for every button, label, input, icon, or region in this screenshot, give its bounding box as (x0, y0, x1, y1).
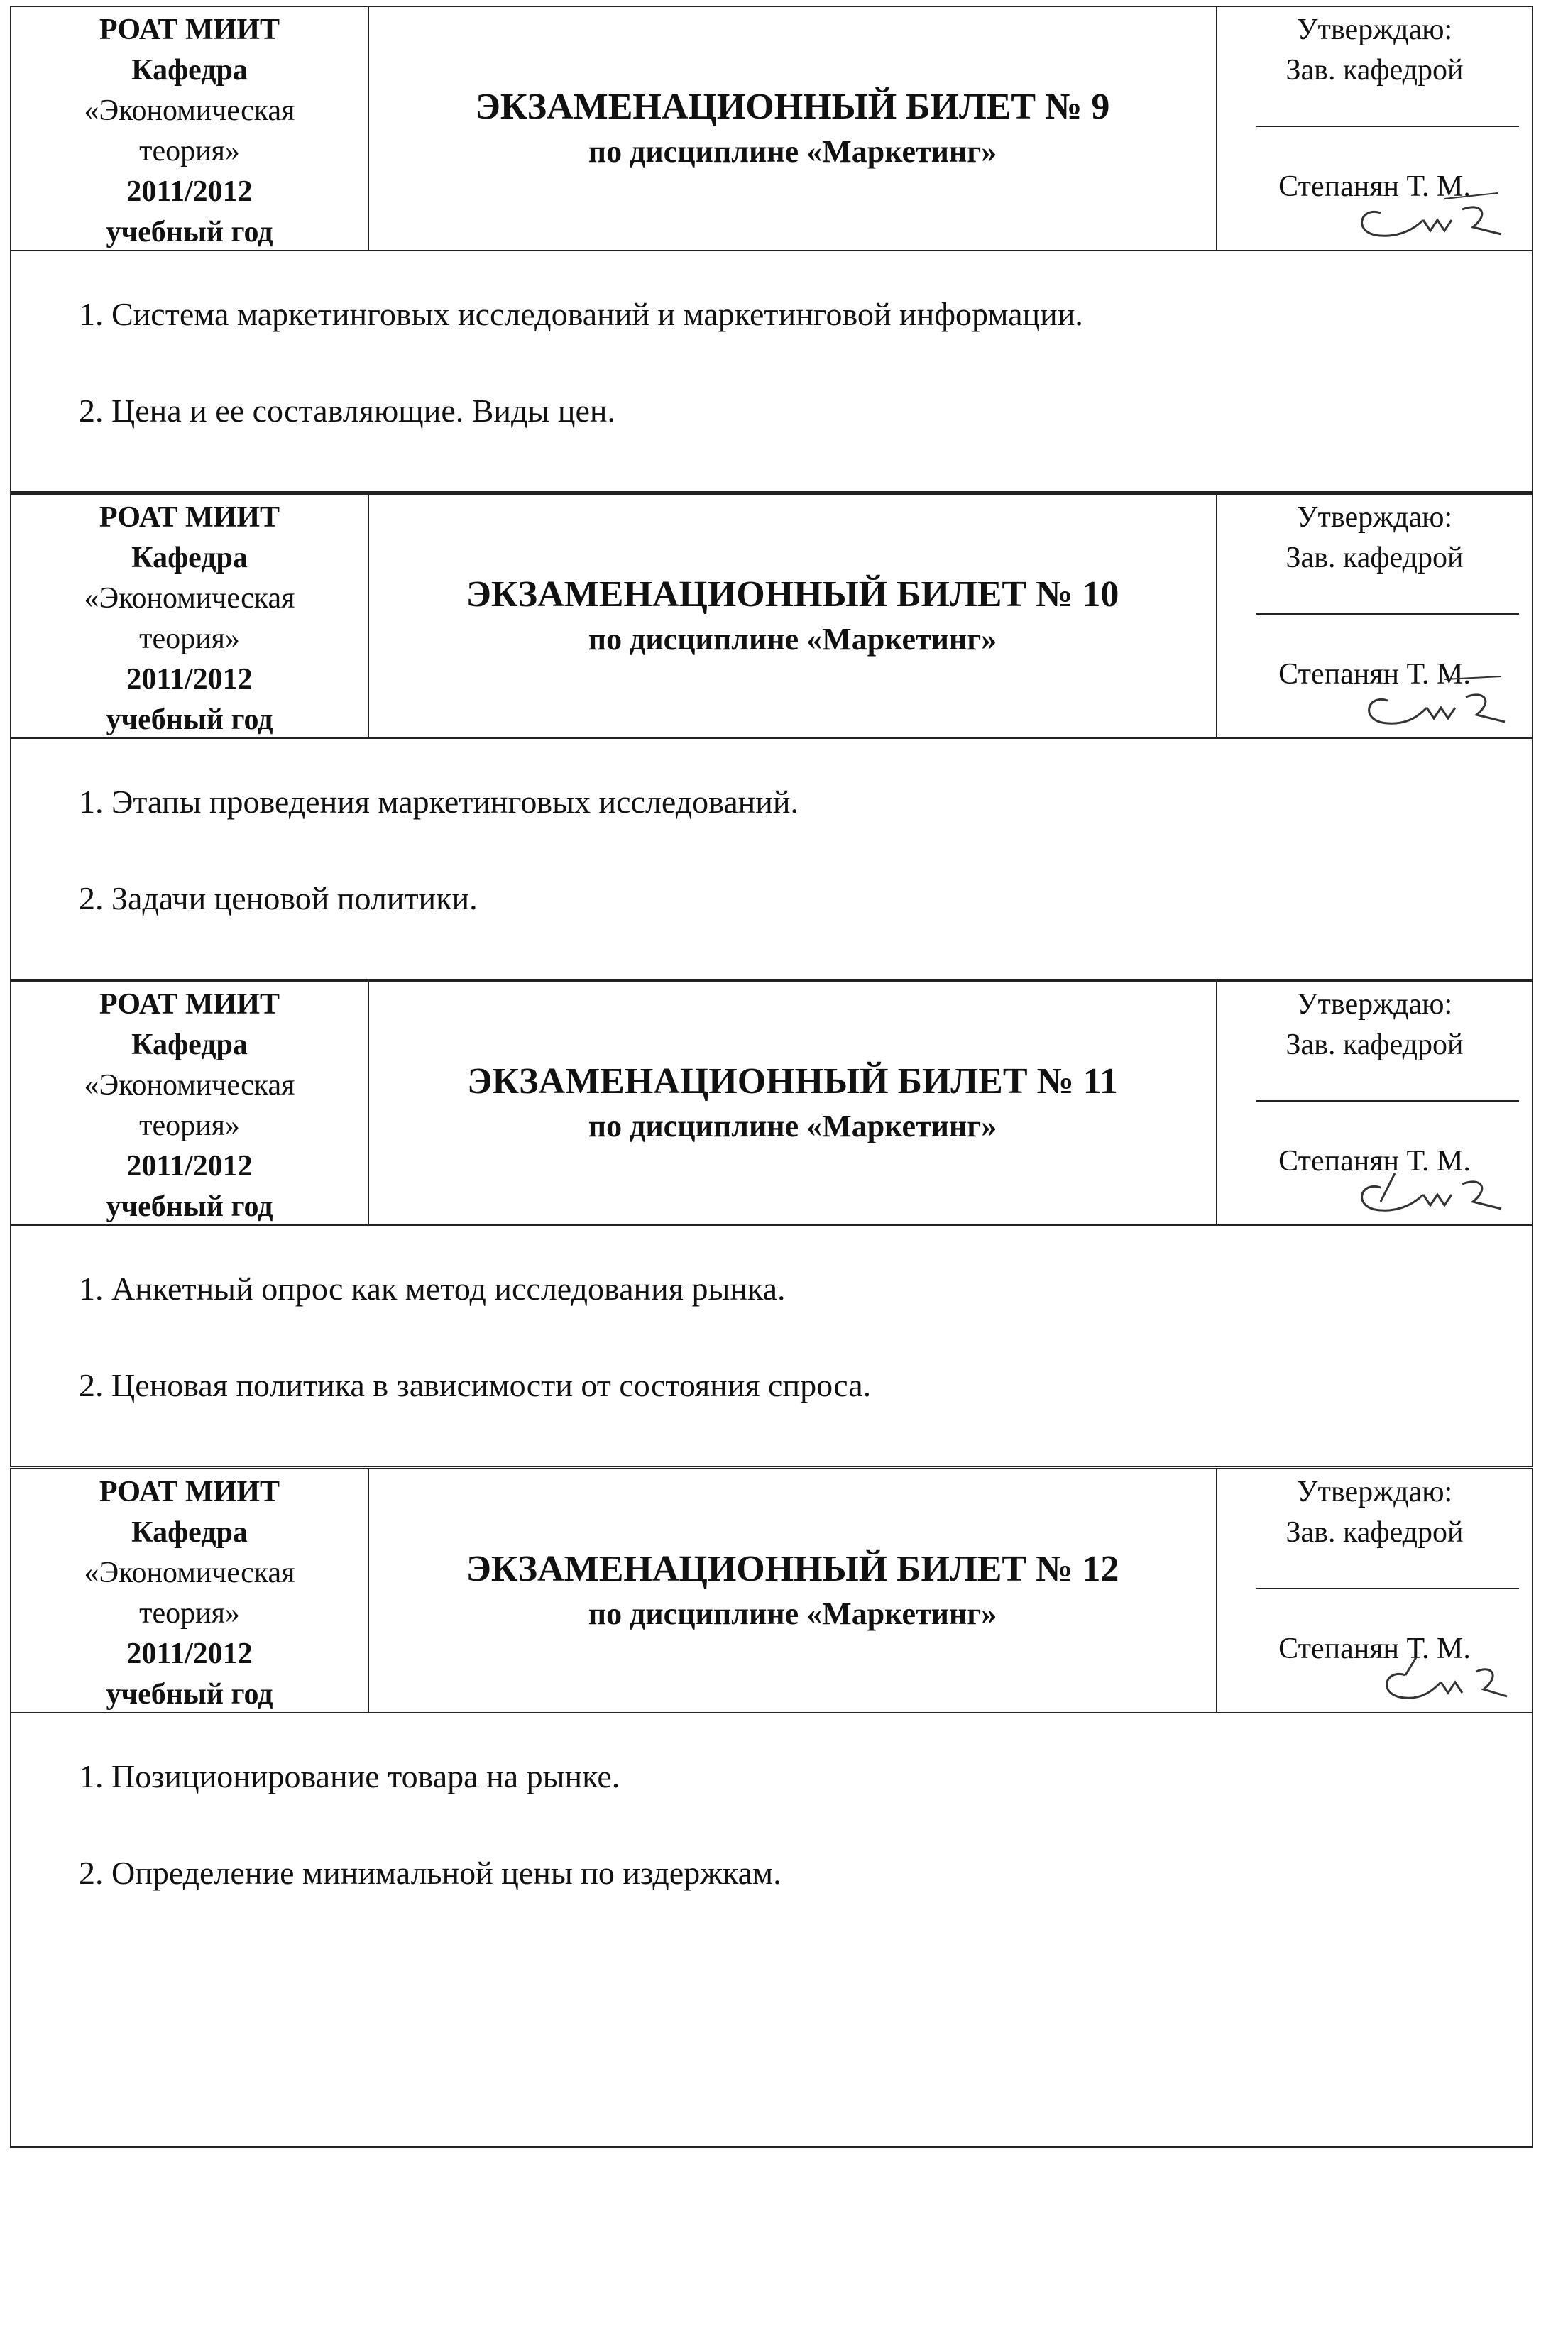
department-block (11, 982, 369, 1224)
ticket-title: ЭКЗАМЕНАЦИОННЫЙ БИЛЕТ № 9 (475, 87, 1110, 127)
academic-year-word: учебный год (106, 1190, 273, 1223)
handwritten-signature (1338, 672, 1508, 736)
exam-ticket-11 (10, 980, 1533, 1467)
question-1: 1. Позиционирование товара на рынке. (79, 1758, 620, 1794)
academic-year-word: учебный год (106, 216, 273, 248)
signature-line (1256, 1588, 1519, 1589)
org-name: РОАТ МИИТ (99, 13, 280, 46)
exam-ticket-9 (10, 6, 1533, 493)
dept-name-line1: «Экономическая (84, 582, 295, 615)
handwritten-signature (1338, 1647, 1508, 1711)
discipline-label: по дисциплине «Маркетинг» (588, 1596, 997, 1631)
org-name: РОАТ МИИТ (99, 501, 280, 534)
question-2: 2. Определение минимальной цены по издержкам. (79, 1855, 782, 1891)
department-block (11, 1469, 369, 1712)
department-block (11, 7, 369, 250)
dept-name-line2: теория» (139, 135, 240, 168)
approver-role: Зав. кафедрой (1285, 542, 1464, 574)
discipline-label: по дисциплине «Маркетинг» (588, 1109, 997, 1143)
questions-block (10, 1226, 1533, 1467)
ticket-title-block (369, 1469, 1217, 1712)
ticket-header (10, 980, 1533, 1226)
ticket-header (10, 1468, 1533, 1713)
dept-name-line1: «Экономическая (84, 1557, 295, 1589)
org-name: РОАТ МИИТ (99, 988, 280, 1021)
signature-line (1256, 126, 1519, 127)
questions-block (10, 251, 1533, 493)
ticket-title: ЭКЗАМЕНАЦИОННЫЙ БИЛЕТ № 11 (467, 1061, 1118, 1102)
questions-block (10, 739, 1533, 980)
question-1: 1. Этапы проведения маркетинговых исследований. (79, 784, 799, 820)
org-name: РОАТ МИИТ (99, 1476, 280, 1508)
dept-name-line2: теория» (139, 1109, 240, 1142)
approver-role: Зав. кафедрой (1285, 54, 1464, 87)
question-2: 2. Задачи ценовой политики. (79, 880, 478, 916)
approver-name: Степанян Т. М. (1278, 658, 1471, 691)
academic-year: 2011/2012 (126, 175, 253, 208)
question-1: 1. Система маркетинговых исследований и маркетинговой информации. (79, 296, 1083, 332)
academic-year-word: учебный год (106, 1678, 273, 1711)
ticket-title: ЭКЗАМЕНАЦИОННЫЙ БИЛЕТ № 12 (466, 1549, 1119, 1589)
question-1: 1. Анкетный опрос как метод исследования рынка. (79, 1271, 786, 1307)
approval-block (1217, 495, 1532, 737)
ticket-header (10, 6, 1533, 251)
approval-block (1217, 982, 1532, 1224)
signature-line (1256, 1100, 1519, 1102)
academic-year: 2011/2012 (126, 663, 253, 696)
ticket-title: ЭКЗАМЕНАЦИОННЫЙ БИЛЕТ № 10 (466, 574, 1119, 615)
dept-name-line1: «Экономическая (84, 94, 295, 127)
approve-label: Утверждаю: (1296, 1476, 1453, 1508)
discipline-label: по дисциплине «Маркетинг» (588, 622, 997, 657)
approve-label: Утверждаю: (1296, 501, 1453, 534)
ticket-title-block (369, 982, 1217, 1224)
signature-line (1256, 613, 1519, 615)
question-2: 2. Цена и ее составляющие. Виды цен. (79, 393, 615, 429)
academic-year: 2011/2012 (126, 1150, 253, 1183)
approver-role: Зав. кафедрой (1285, 1029, 1464, 1061)
question-2: 2. Ценовая политика в зависимости от состояния спроса. (79, 1367, 872, 1403)
academic-year: 2011/2012 (126, 1638, 253, 1670)
questions-block (10, 1713, 1533, 2148)
exam-ticket-10 (10, 493, 1533, 980)
approver-name: Степанян Т. М. (1278, 1145, 1471, 1178)
approver-role: Зав. кафедрой (1285, 1516, 1464, 1549)
dept-word: Кафедра (131, 1029, 248, 1061)
approve-label: Утверждаю: (1296, 13, 1453, 46)
dept-name-line2: теория» (139, 1597, 240, 1630)
dept-word: Кафедра (131, 542, 248, 574)
ticket-title-block (369, 495, 1217, 737)
discipline-label: по дисциплине «Маркетинг» (588, 134, 997, 169)
academic-year-word: учебный год (106, 703, 273, 736)
approver-name: Степанян Т. М. (1278, 170, 1471, 203)
approve-label: Утверждаю: (1296, 988, 1453, 1021)
ticket-title-block (369, 7, 1217, 250)
dept-name-line2: теория» (139, 622, 240, 655)
dept-name-line1: «Экономическая (84, 1069, 295, 1102)
handwritten-signature (1338, 1159, 1508, 1223)
department-block (11, 495, 369, 737)
approver-name: Степанян Т. М. (1278, 1633, 1471, 1665)
approval-block (1217, 1469, 1532, 1712)
dept-word: Кафедра (131, 1516, 248, 1549)
ticket-header (10, 493, 1533, 739)
dept-word: Кафедра (131, 54, 248, 87)
handwritten-signature (1338, 185, 1508, 248)
exam-ticket-12 (10, 1468, 1533, 2148)
approval-block (1217, 7, 1532, 250)
